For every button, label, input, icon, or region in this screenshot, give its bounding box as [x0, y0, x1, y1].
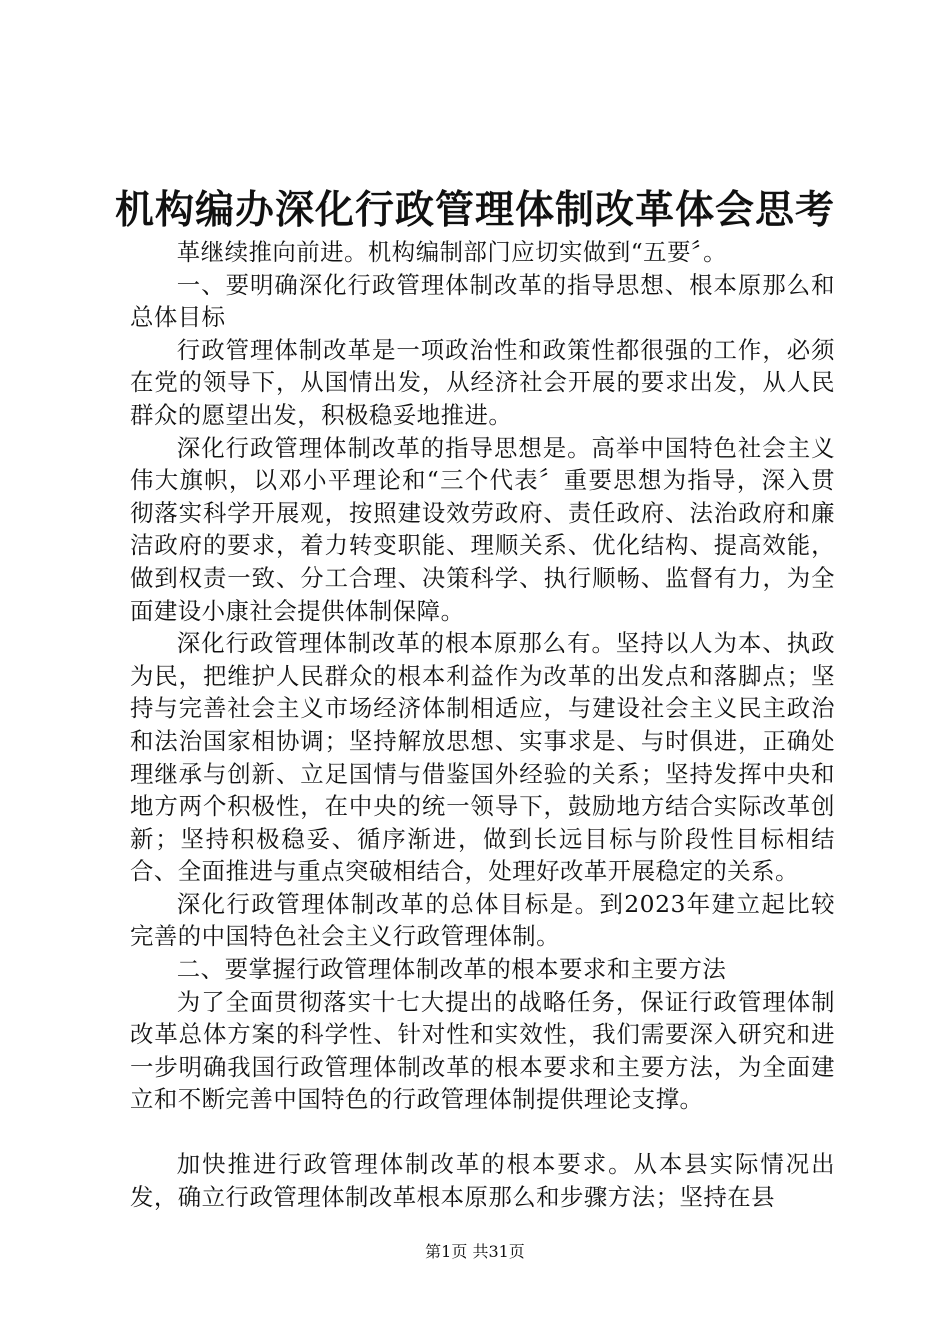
paragraph-gap [130, 1116, 835, 1148]
document-title: 机构编办深化行政管理体制改革体会思考 [114, 187, 835, 233]
paragraph: 行政管理体制改革是一项政治性和政策性都很强的工作，必须在党的领导下，从国情出发，从经济社会开展的要求出发，从人民群众的愿望出发，积极稳妥地推进。 [130, 335, 835, 429]
paragraph: 为了全面贯彻落实十七大提出的战略任务，保证行政管理体制改革总体方案的科学性、针对性和实效性，我们需要深入研究和进一步明确我国行政管理体制改革的根本要求和主要方法，为全面建立和不断完善中国特色的行政管理体制提供理论支撑。 [130, 987, 835, 1114]
paragraph: 深化行政管理体制改革的总体目标是。到2023年建立起比较完善的中国特色社会主义行政管理体制。 [130, 889, 835, 951]
section-heading: 一、要明确深化行政管理体制改革的指导思想、根本原那么和总体目标 [130, 270, 835, 332]
page-number: 第1页 共31页 [425, 1242, 525, 1261]
paragraph: 深化行政管理体制改革的指导思想是。高举中国特色社会主义伟大旗帜，以邓小平理论和“三个代表〞重要思想为指导，深入贯彻落实科学开展观，按照建设效劳政府、责任政府、法治政府和廉洁政府的要求，着力转变职能、理顺关系、优化结构、提高效能，做到权责一致、分工合理、决策科学、执行顺畅、监督有力，为全面建设小康社会提供体制保障。 [130, 433, 835, 625]
paragraph: 革继续推向前进。机构编制部门应切实做到“五要〞。 [176, 238, 728, 266]
document-body [130, 236, 835, 1213]
paragraph: 加快推进行政管理体制改革的根本要求。从本县实际情况出发，确立行政管理体制改革根本原那么和步骤方法；坚持在县 [130, 1150, 835, 1211]
section-heading: 二、要掌握行政管理体制改革的根本要求和主要方法 [176, 955, 727, 984]
paragraph: 深化行政管理体制改革的根本原那么有。坚持以人为本、执政为民，把维护人民群众的根本利益作为改革的出发点和落脚点；坚持与完善社会主义市场经济体制相适应，与建设社会主义民主政治和法治国家相协调；坚持解放思想、实事求是、与时俱进，正确处理继承与创新、立足国情与借鉴国外经验的关系；坚持发挥中央和地方两个积极性，在中央的统一领导下，鼓励地方结合实际改革创新；坚持积极稳妥、循序渐进，做到长远目标与阶段性目标相结合、全面推进与重点突破相结合，处理好改革开展稳定的关系。 [130, 629, 835, 886]
